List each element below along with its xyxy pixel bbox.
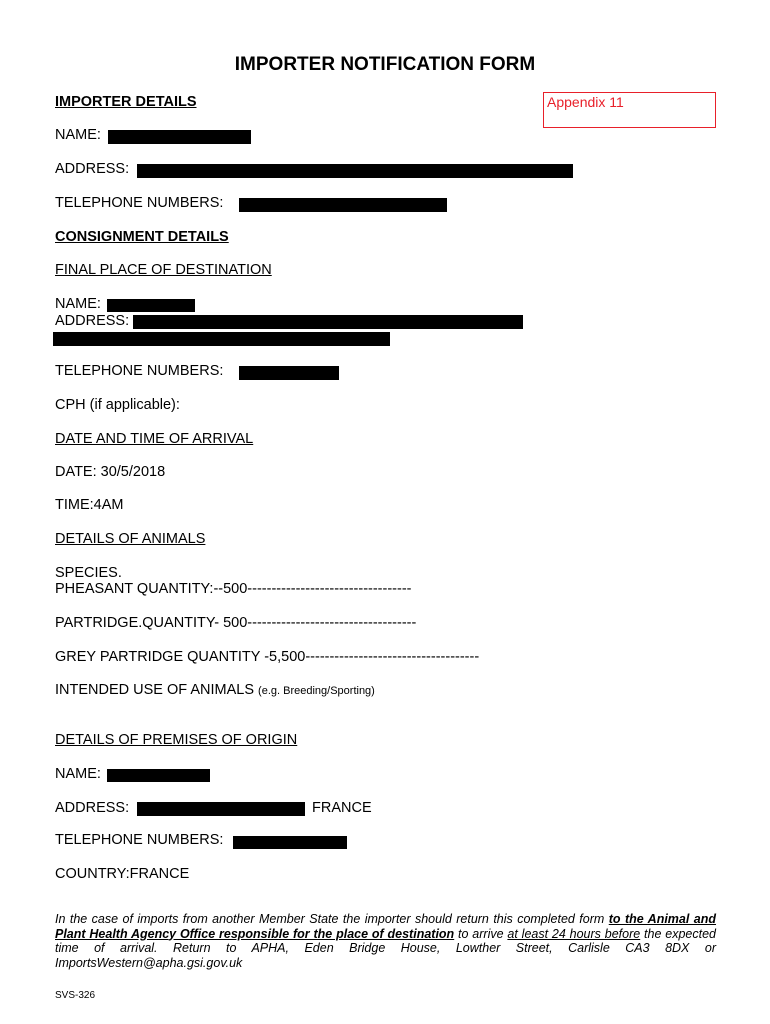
destination-telephone-label: TELEPHONE NUMBERS: bbox=[55, 363, 224, 379]
redaction-bar bbox=[239, 198, 447, 212]
appendix-box bbox=[543, 92, 716, 128]
importer-name-label: NAME: bbox=[55, 127, 101, 143]
redaction-bar bbox=[137, 802, 305, 816]
consignment-details-heading: CONSIGNMENT DETAILS bbox=[55, 229, 229, 245]
origin-address-country: FRANCE bbox=[312, 800, 372, 816]
destination-name-label: NAME: bbox=[55, 296, 101, 312]
importer-details-heading: IMPORTER DETAILS bbox=[55, 94, 197, 110]
redaction-bar bbox=[233, 836, 347, 849]
origin-name-label: NAME: bbox=[55, 766, 101, 782]
note-part1: In the case of imports from another Member State the importer should return this completed form bbox=[55, 912, 609, 926]
cph-label: CPH (if applicable): bbox=[55, 397, 180, 413]
arrival-time: TIME:4AM bbox=[55, 497, 124, 513]
form-code: SVS-326 bbox=[55, 990, 96, 1001]
redaction-bar bbox=[107, 769, 210, 782]
importer-telephone-label: TELEPHONE NUMBERS: bbox=[55, 195, 224, 211]
page-title: IMPORTER NOTIFICATION FORM bbox=[234, 54, 536, 75]
note-part2: to arrive bbox=[454, 926, 508, 941]
redaction-bar bbox=[107, 299, 195, 312]
intended-use-hint: (e.g. Breeding/Sporting) bbox=[258, 685, 375, 697]
appendix-label: Appendix 11 bbox=[547, 94, 624, 110]
importer-address-label: ADDRESS: bbox=[55, 161, 130, 177]
origin-heading: DETAILS OF PREMISES OF ORIGIN bbox=[55, 732, 298, 748]
note-part3: the expected time of arrival. Return to APHA, Eden Bridge House, Lowther Street, Carlisle CA3 8DX or ImportsWestern@apha.gsi.gov.uk bbox=[55, 926, 716, 970]
intended-use-row bbox=[55, 682, 375, 699]
note-bold: to the Animal and Plant Health Agency Office responsible for the place of destination bbox=[55, 912, 717, 941]
redaction-bar bbox=[53, 332, 390, 346]
species-line-partridge: PARTRIDGE.QUANTITY- 500----------------------------------- bbox=[55, 615, 417, 631]
note-underlined: at least 24 hours before bbox=[507, 926, 641, 941]
animals-heading: DETAILS OF ANIMALS bbox=[55, 531, 206, 547]
final-destination-heading: FINAL PLACE OF DESTINATION bbox=[55, 262, 272, 278]
redaction-bar bbox=[108, 130, 251, 144]
species-line-pheasant: PHEASANT QUANTITY:--500---------------------------------- bbox=[55, 581, 412, 597]
destination-address-label: ADDRESS: bbox=[55, 313, 130, 329]
redaction-bar bbox=[239, 366, 339, 380]
origin-telephone-label: TELEPHONE NUMBERS: bbox=[55, 832, 224, 848]
footer-note bbox=[55, 912, 716, 970]
intended-use-label: INTENDED USE OF ANIMALS bbox=[55, 682, 255, 698]
origin-address-label: ADDRESS: bbox=[55, 800, 130, 816]
species-label: SPECIES. bbox=[55, 565, 122, 581]
arrival-heading: DATE AND TIME OF ARRIVAL bbox=[55, 431, 254, 447]
arrival-date: DATE: 30/5/2018 bbox=[55, 464, 166, 480]
redaction-bar bbox=[133, 315, 523, 329]
redaction-bar bbox=[137, 164, 573, 178]
species-line-grey-partridge: GREY PARTRIDGE QUANTITY -5,500------------------------------------ bbox=[55, 649, 480, 665]
origin-country: COUNTRY:FRANCE bbox=[55, 866, 190, 882]
